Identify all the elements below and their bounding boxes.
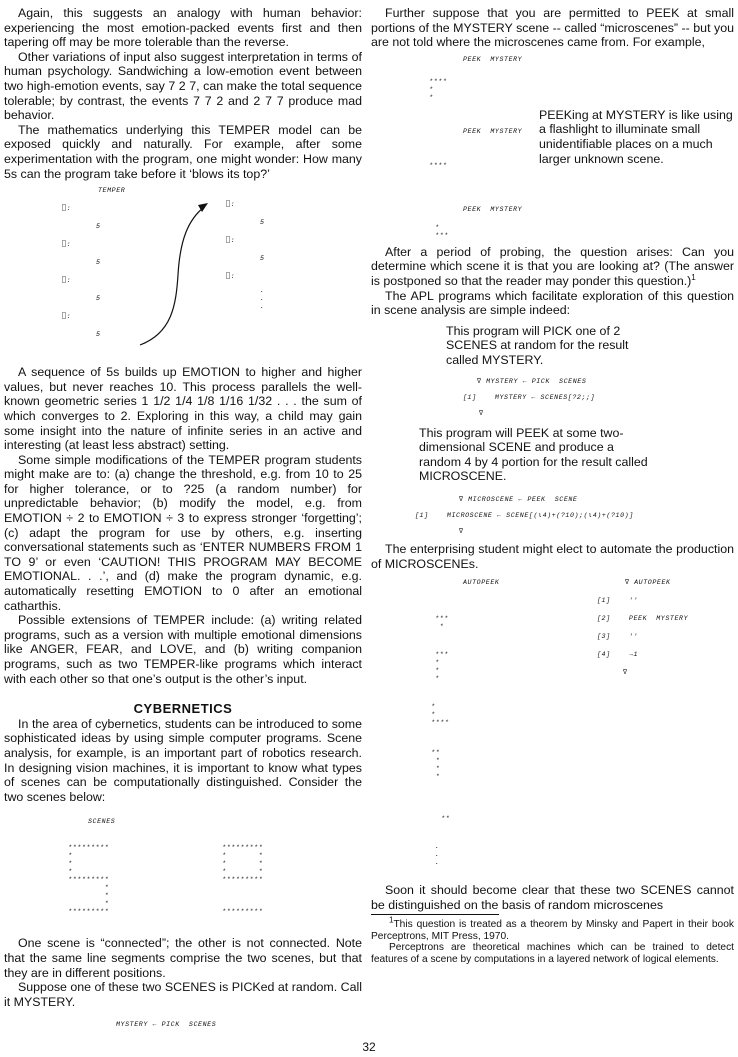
continuation-arrow-icon — [132, 195, 222, 355]
footnotes — [371, 915, 734, 966]
footnote: Perceptrons are theoretical machines which can be trained to detect features of a scene by computations in a layered network of logical elements. — [371, 942, 734, 966]
paragraph: Other variations of input also suggest interpretation in terms of human psychology. Sandwiching a low-emotion event between two high-emotion events, say 7 2 7, can make the total sequence tolerable; by contrast, the events 7 7 2 and 2 7 7 produce mad behavior. — [4, 49, 362, 123]
paragraph-text: After a period of probing, the question arises: Can you determine which scene it is that you are looking at? (The answer is postponed so that the reader may ponder this question.) — [371, 244, 734, 288]
microscene: **** — [429, 161, 448, 169]
temper-figure — [4, 181, 362, 365]
peek-examples — [371, 50, 734, 245]
apl-output: 5 — [260, 255, 265, 263]
code-line: MYSTERY ← PICK SCENES — [116, 1021, 217, 1029]
peek-program — [371, 484, 734, 542]
code-line: [3] '' — [597, 633, 639, 641]
paragraph: The mathematics underlying this TEMPER model can be exposed quickly and naturally. For example, after some experimentation with the program, one might wonder: How many 5s can the program take before it ‘blows its top?’ — [4, 122, 362, 181]
code-line: [1] '' — [597, 597, 639, 605]
footnote-mark: 1 — [389, 915, 394, 925]
paragraph: Possible extensions of TEMPER include: (a) writing related programs, such as a version with multiple emotional dimensions like ANGER, FEAR, and LOVE, and (b) writing companion programs, such as two TEMPER-like programs which interact with each other so that one’s output is the other’s input. — [4, 613, 362, 686]
paragraph — [371, 245, 734, 289]
code-line: ∇ AUTOPEEK — [625, 579, 671, 587]
microscene: **** * * — [429, 77, 448, 101]
autopeek-figure — [371, 571, 734, 883]
code-line: [1] MYSTERY ← SCENES[?2;;] — [463, 393, 596, 401]
code-line: PEEK MYSTERY — [463, 55, 523, 63]
code-line: ∇ — [459, 527, 464, 535]
code-line: ∇ — [623, 669, 628, 677]
footnote — [371, 915, 734, 942]
code-line: PEEK MYSTERY — [463, 127, 523, 135]
scene-connected: ********* * * * ********* * * * ********* — [68, 844, 110, 916]
paragraph: The APL programs which facilitate exploration of this question in scene analysis are simple indeed: — [371, 288, 734, 318]
left-column — [4, 6, 362, 1035]
pick-description — [446, 324, 661, 368]
continuation-dots: . . . — [435, 843, 440, 867]
code-label: TEMPER — [98, 187, 126, 195]
code-line: [1] MICROSCENE ← SCENE[(⍳4)+(?10);(⍳4)+(?10)] — [415, 511, 634, 519]
microscene: *** * — [435, 615, 449, 631]
apl-output: 5 — [96, 223, 101, 231]
program-description: This program will PICK one of 2 SCENES at random for the result called MYSTERY. — [446, 323, 629, 367]
right-column — [371, 6, 734, 966]
apl-prompt: ⎕: — [62, 277, 72, 285]
scene-disconnected: ********* * * * * * * ********* ********* — [222, 844, 264, 916]
apl-output: 5 — [96, 259, 101, 267]
code-line: ∇ — [479, 409, 484, 417]
paragraph: Soon it should become clear that these two SCENES cannot be distinguished on the basis of random microscenes — [371, 883, 734, 912]
code-line: PEEK MYSTERY — [463, 205, 523, 213]
code-line: [4] →1 — [597, 651, 639, 659]
footnote-mark: 1 — [691, 272, 696, 282]
section-heading: CYBERNETICS — [133, 701, 233, 717]
apl-prompt: ⎕: — [226, 201, 236, 209]
code-line: ∇ MICROSCENE ← PEEK SCENE — [459, 495, 578, 503]
paragraph: Suppose one of these two SCENES is PICKed at random. Call it MYSTERY. — [4, 980, 362, 1009]
microscene: * * **** — [431, 703, 450, 727]
paragraph: Some simple modifications of the TEMPER program students might make are to: (a) change the threshold, e.g. from 10 to 25 for higher tolerance, or to ?25 (a random number) for unpredictable behavior; (b) modify the model, e.g. from EMOTION ÷ 2 to EMOTION ÷ 3 to express stronger ‘forgetting’; (c) adapt the program for use by others, e.g. inserting conversational statements such as ‘ENTER NUMBERS FROM 1 TO 9’ or even ‘CAUTION! THIS PROGRAM MAY BECOME EMOTIONAL. . .’, and (d) make the program dynamic, e.g. automatically resetting EMOTION to 0 after an emotional catharthis. — [4, 452, 362, 613]
code-line: AUTOPEEK — [463, 579, 500, 587]
paragraph: A sequence of 5s builds up EMOTION to higher and higher values, but never reaches 10. This process parallels the well-known geometric series 1 1/2 1/4 1/8 1/16 1/32 . . . the sum of which converges to 2. Exploring in this way, a child may gain some insight into the nature of infinite series in an active and interesting (at least less abstract) setting. — [4, 365, 362, 453]
flashlight-note: PEEKing at MYSTERY is like using a flashlight to illuminate small unidentifiable places on a much larger unknown scene. — [539, 107, 733, 166]
apl-prompt: ⎕: — [62, 205, 72, 213]
paragraph: One scene is “connected”; the other is not connected. Note that the same line segments comprise the two scenes, but that they are in different positions. — [4, 936, 362, 980]
paragraph: In the area of cybernetics, students can be introduced to some sophisticated ideas by using simple computer programs. Scene analysis, for example, is an important part of robotics research. In designing vision machines, it is important to know what types of scenes can be computationally distinguished. Consider the two scenes below: — [4, 716, 362, 804]
microscene: ** * * * — [431, 749, 441, 781]
microscene: *** * * * — [435, 651, 449, 683]
apl-output: 5 — [260, 219, 265, 227]
peek-description — [419, 426, 659, 484]
page-number: 32 — [362, 1040, 376, 1054]
paragraph: Again, this suggests an analogy with human behavior: experiencing the most emotion-packed events first and then tapering off may be more tolerable than the reverse. — [4, 6, 362, 50]
apl-output: 5 — [96, 295, 101, 303]
footnote-text: This question is treated as a theorem by Minsky and Papert in their book Perceptrons, MIT Press, 1970. — [371, 919, 734, 942]
apl-prompt: ⎕: — [226, 273, 236, 281]
continuation-dots: . . . — [260, 287, 265, 311]
apl-output: 5 — [96, 331, 101, 339]
microscene: * *** — [435, 223, 449, 239]
microscene: ** — [441, 815, 451, 823]
program-description: This program will PEEK at some two-dimensional SCENE and produce a random 4 by 4 portion for the result called MICROSCENE. — [419, 425, 648, 484]
apl-prompt: ⎕: — [62, 313, 72, 321]
code-line: ∇ MYSTERY ← PICK SCENES — [477, 377, 587, 385]
paragraph: Further suppose that you are permitted to PEEK at small portions of the MYSTERY scene -- called “microscenes” -- but you are not told where the microscenes came from. For example, — [371, 6, 734, 50]
apl-prompt: ⎕: — [62, 241, 72, 249]
pick-program — [371, 368, 734, 426]
scenes-figure — [4, 804, 362, 936]
code-line: [2] PEEK MYSTERY — [597, 615, 689, 623]
paragraph: The enterprising student might elect to automate the production of MICROSCENEs. — [371, 541, 734, 571]
apl-prompt: ⎕: — [226, 237, 236, 245]
code-label: SCENES — [88, 818, 116, 826]
